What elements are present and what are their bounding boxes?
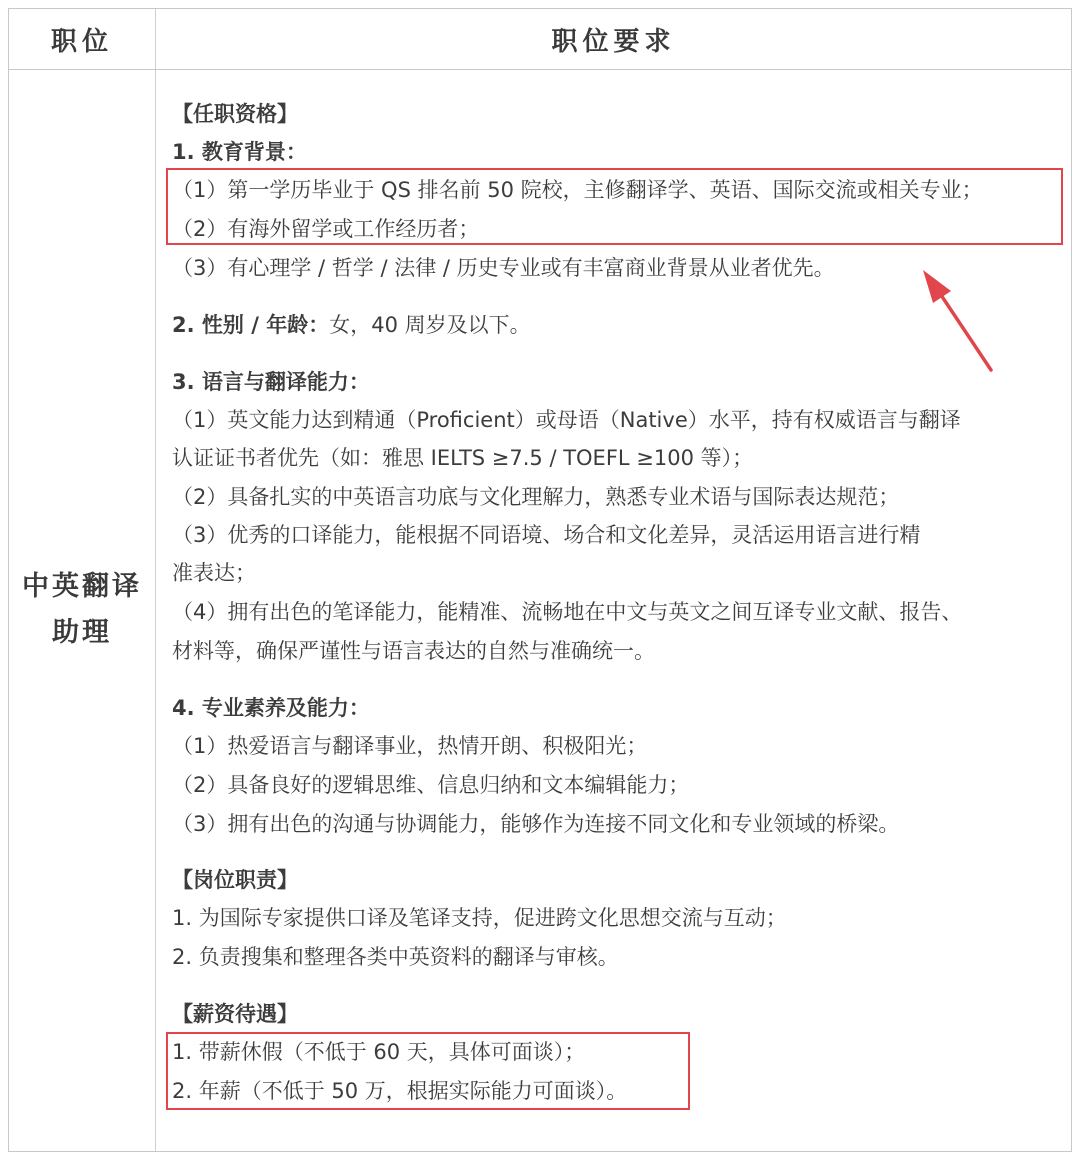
education-highlight-box [166, 168, 1063, 245]
language-line: （3）优秀的口译能力，能根据不同语境、场合和文化差异，灵活运用语言进行精 [172, 523, 921, 547]
header-requirements: 职位要求 [551, 26, 676, 57]
education-item: （3）有心理学 / 哲学 / 法律 / 历史专业或有丰富商业背景从业者优先。 [172, 256, 835, 280]
duties-item: 2. 负责搜集和整理各类中英资料的翻译与审核。 [172, 945, 619, 969]
education-title: 1. 教育背景： [172, 140, 307, 164]
language-line: （1）英文能力达到精通（Proficient）或母语（Native）水平，持有权威语言与翻译 [172, 408, 961, 432]
education-item: （1）第一学历毕业于 QS 排名前 50 院校，主修翻译学、英语、国际交流或相关专业； [172, 178, 983, 202]
gender-age-value: 女，40 周岁及以下。 [329, 313, 531, 337]
professional-item: （1）热爱语言与翻译事业，热情开朗、积极阳光； [172, 734, 648, 758]
benefits-item: 1. 带薪休假（不低于 60 天，具体可面谈）； [172, 1040, 586, 1064]
language-title: 3. 语言与翻译能力： [172, 370, 370, 394]
position-title-line1: 中英翻译 [22, 571, 142, 602]
gender-age-line [172, 309, 531, 339]
language-line: （4）拥有出色的笔译能力，能精准、流畅地在中文与英文之间互译专业文献、报告、 [172, 600, 963, 624]
column-divider [155, 9, 156, 1151]
red-arrow-icon [905, 265, 1005, 380]
professional-item: （3）拥有出色的沟通与协调能力，能够作为连接不同文化和专业领域的桥梁。 [172, 812, 900, 836]
benefits-highlight-box [166, 1032, 690, 1110]
header-divider [9, 69, 1071, 70]
gender-age-title: 2. 性别 / 年龄： [172, 313, 330, 337]
header-position: 职位 [50, 26, 113, 57]
qualifications-heading: 【任职资格】 [172, 102, 298, 126]
benefits-item: 2. 年薪（不低于 50 万，根据实际能力可面谈）。 [172, 1079, 628, 1103]
language-line: 准表达； [172, 561, 256, 585]
language-line: 材料等，确保严谨性与语言表达的自然与准确统一。 [172, 639, 655, 663]
duties-item: 1. 为国际专家提供口译及笔译支持，促进跨文化思想交流与互动； [172, 906, 787, 930]
benefits-heading: 【薪资待遇】 [172, 1002, 298, 1026]
duties-heading: 【岗位职责】 [172, 868, 298, 892]
language-line: 认证证书者优先（如：雅思 IELTS ≥7.5 / TOEFL ≥100 等）； [172, 446, 754, 470]
professional-item: （2）具备良好的逻辑思维、信息归纳和文本编辑能力； [172, 773, 690, 797]
professional-title: 4. 专业素养及能力： [172, 696, 370, 720]
education-item: （2）有海外留学或工作经历者； [172, 217, 480, 241]
position-title-line2: 助理 [52, 617, 112, 648]
position-title [9, 564, 155, 656]
language-line: （2）具备扎实的中英语言功底与文化理解力，熟悉专业术语与国际表达规范； [172, 485, 900, 509]
